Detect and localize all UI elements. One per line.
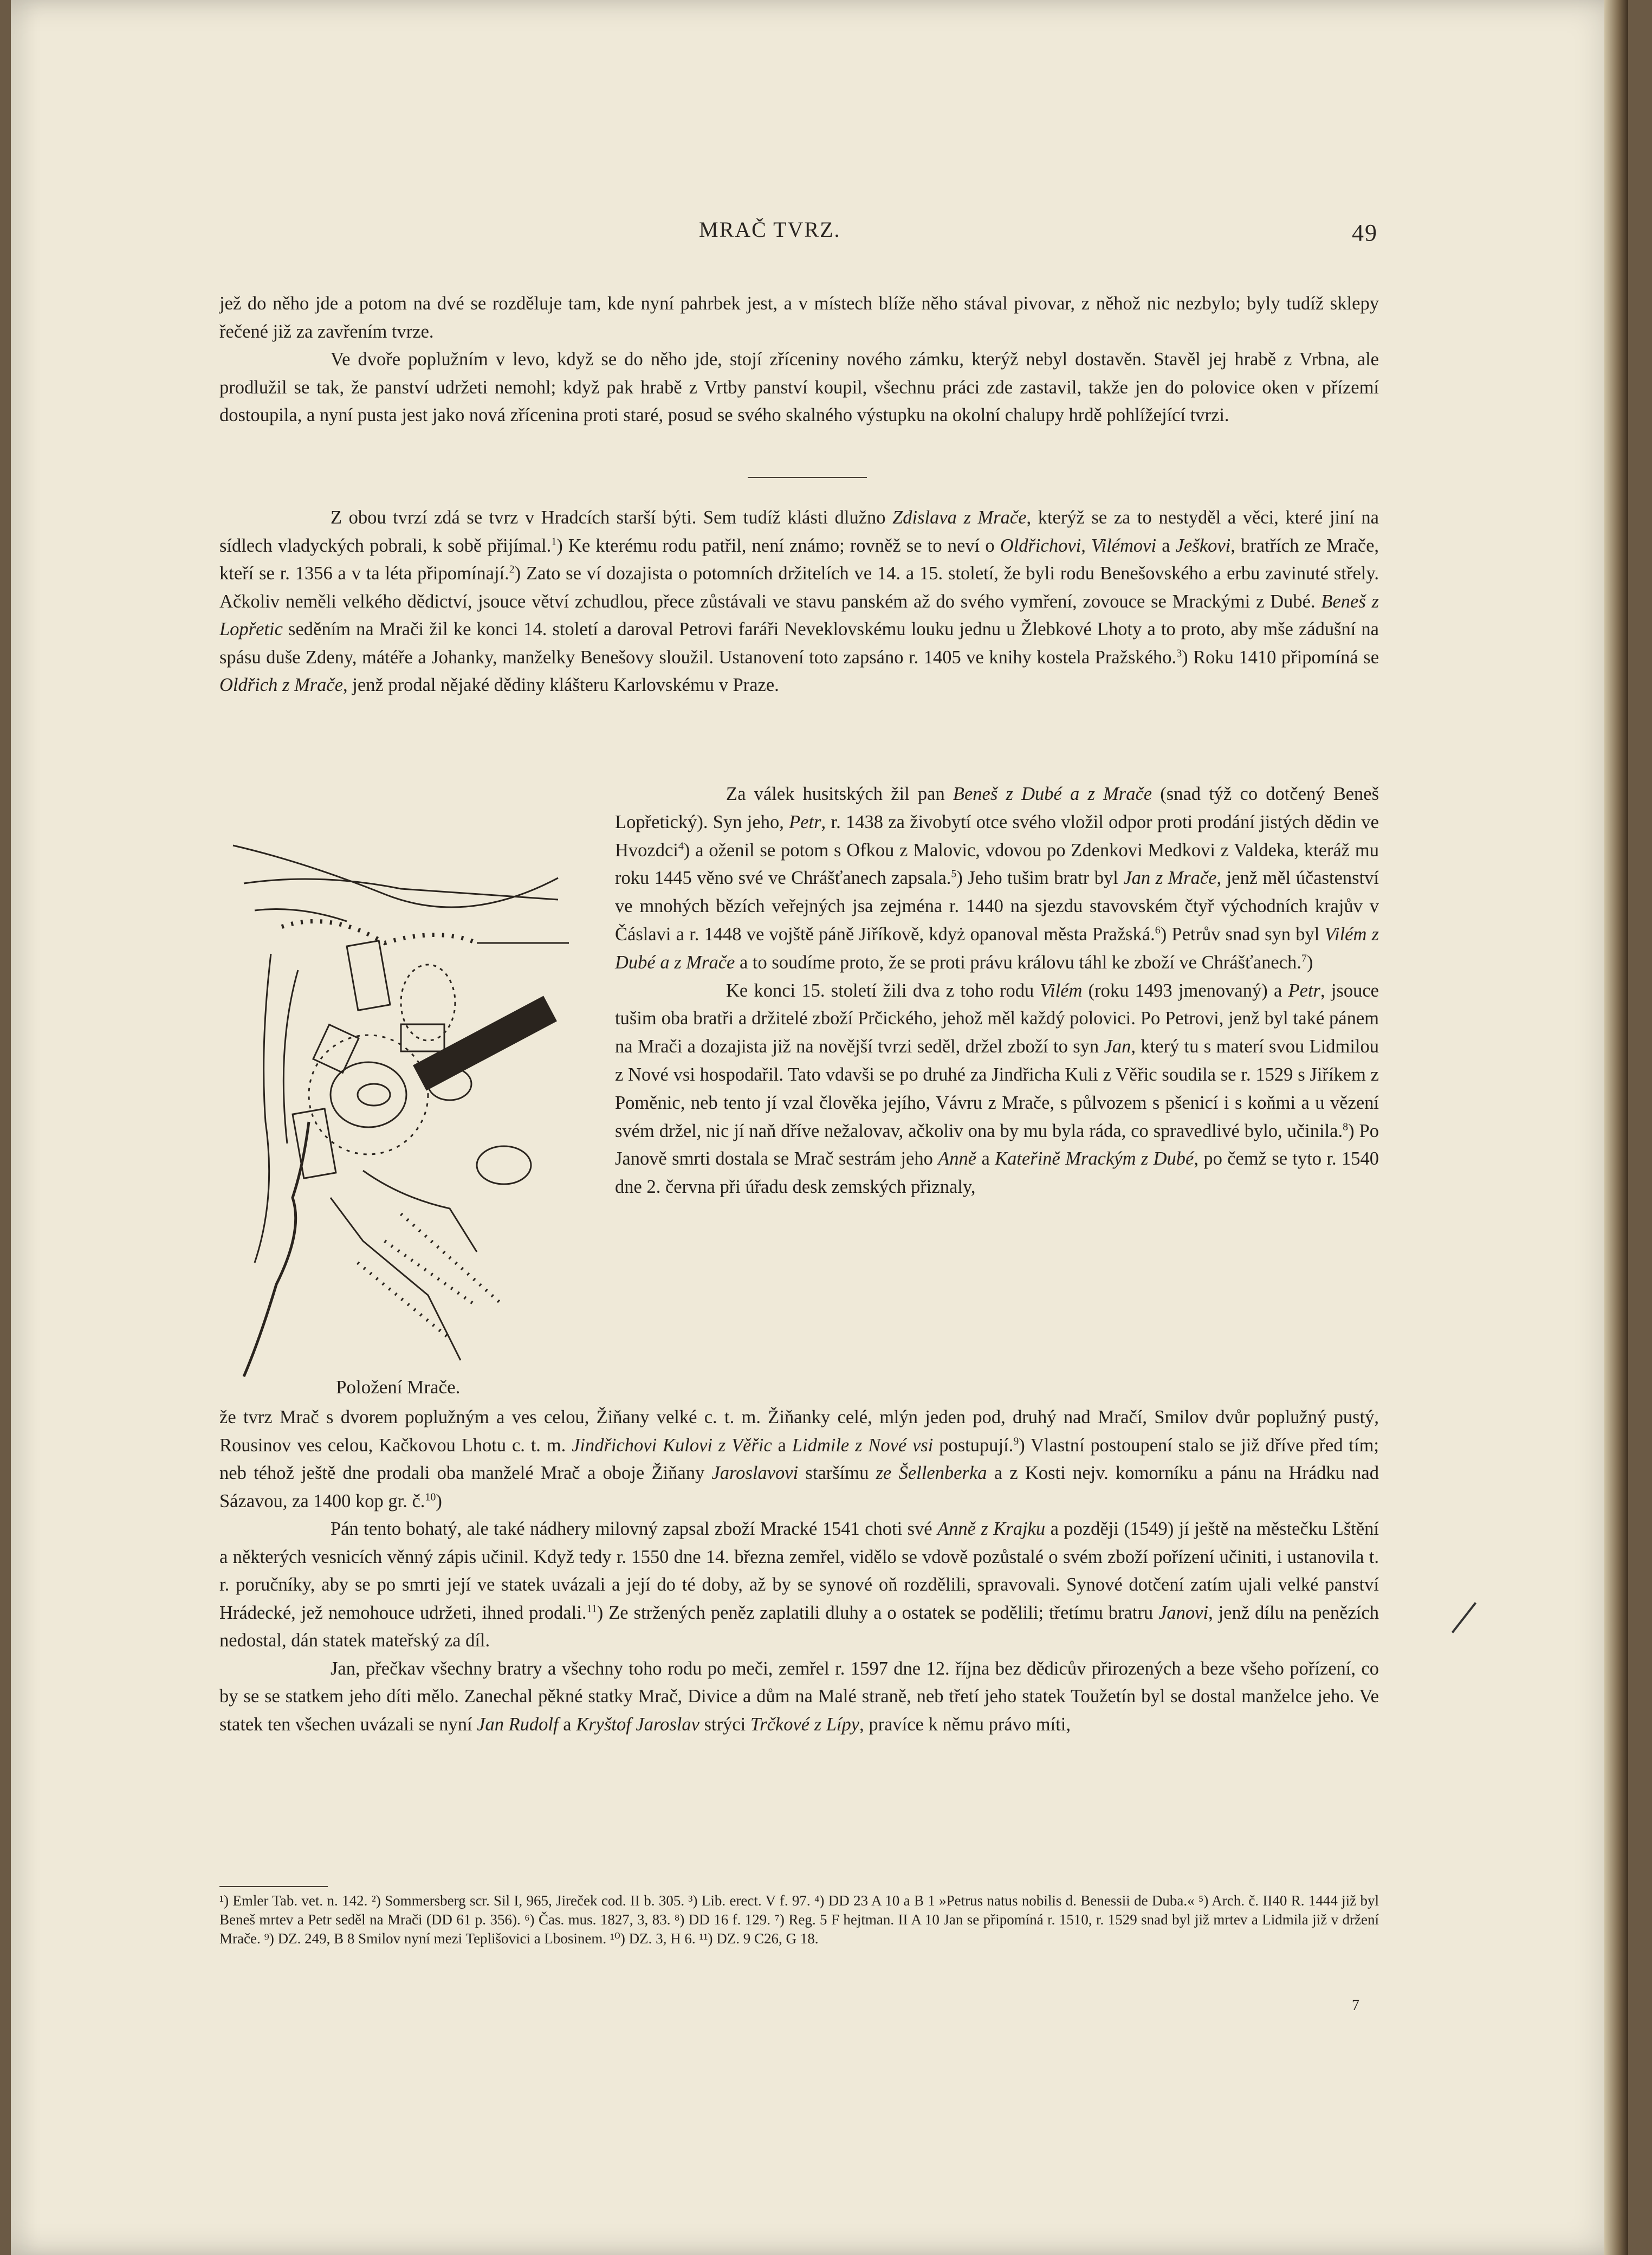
lower-text [219, 1404, 1379, 1739]
book-page [11, 0, 1628, 2255]
paragraph-6: že tvrz Mrač s dvorem poplužným a ves celou, Žiňany velké c. t. m. Žiňanky celé, mlýn jeden pod, druhý nad Mračí, Smilov dvůr poplužný pustý, Rousinov ves celou, Kačkovou Lhotu c. t. m. Jindřichovi Kulovi z Věřic a Lidmile z Nové vsi postupují.$^9$) Vlastní postoupení stalo se již dříve před tím; neb téhož ještě dne prodali oba manželé Mrač a oboje Žiňany Jaroslavovi staršímu ze Šellenberka a z Kosti nejv. komorníku a pánu na Hrádku nad Sázavou, za 1400 kop gr. č.$^{10}$) [219, 1407, 1379, 1511]
paragraph-3: Z obou tvrzí zdá se tvrz v Hradcích starší býti. Sem tudíž klásti dlužno Zdislava z Mrače, kterýž se za to nestyděl a věci, které jiní na sídlech vladyckých pobrali, k sobě přijímal.$^1$) Ke kterému rodu patřil, není známo; rovněž se to neví o Oldřichovi, Vilémovi a Ješkovi, bratřích ze Mrače, kteří se r. 1356 a v ta léta připomínají.$^2$) Zato se ví dozajista o potomních držitelích ve 14. a 15. století, že byli rodu Benešovského a erbu zavinuté střely. Ačkoliv neměli velkého dědictví, jsouce větví zchudlou, přece zůstávali ve stavu panském až do svého vymření, zovouce se Mrackými z Dubé. Beneš z Lopřetic seděním na Mrači žil ke konci 14. století a daroval Petrovi faráři Neveklovskému louku jednu u Žlebkové Lhoty a to proto, aby mše zádušní na spásu duše Zdeny, mátéře a Johanky, manželky Benešovy sloužil. Ustanovení toto zapsáno r. 1405 ve knihy kostela Pražského.$^3$) Roku 1410 připomíná se Oldřich z Mrače, jenž prodal nějaké dědiny klášteru Karlovskému v Praze. [219, 507, 1379, 695]
middle-text [219, 504, 1379, 700]
section-divider [748, 477, 867, 478]
footnotes-text: ¹) Emler Tab. vet. n. 142. ²) Sommersberg scr. Sil I, 965, Jireček cod. II b. 305. ³) Lib. erect. V f. 97. ⁴) DD 23 A 10 a B 1 »Petrus natus nobilis d. Benessii de Duba.« ⁵) Arch. č. II40 R. 1444 již byl Beneš mrtev a Petr seděl na Mrači (DD 61 p. 356). ⁶) Čas. mus. 1827, 3, 83. ⁸) DD 16 f. 129. ⁷) Reg. 5 F hejtman. II A 10 Jan se připomíná r. 1510, r. 1529 snad byl již mrtev a Lidmila již v držení Mrače. ⁹) DZ. 249, B 8 Smilov nyní mezi Teplišovici a Lbosinem. ¹⁰) DZ. 3, H 6. ¹¹) DZ. 9 C26, G 18. [219, 1892, 1379, 1947]
figure-caption: Položení Mrače. [336, 1377, 461, 1398]
paragraph-5: Ke konci 15. století žili dva z toho rodu Vilém (roku 1493 jmenovaný) a Petr, jsouce tušim oba bratři a držitelé zboží Prčického, jehož měl každý polovici. Po Petrovi, jenž byl také pánem na Mrači a dozajista již na novější tvrzi seděl, držel zboží to syn Jan, který tu s materí svou Lidmilou z Nové vsi hospodařil. Tato vdavši se po druhé za Jindřicha Kuli z Věřic soudila se r. 1529 s Jiříkem z Poměnic, neb tento jí vzal člověka jejího, Vávru z Mrače, s půlvozem s pšenicí i s koňmi a u vězení svém držel, nic jí naň dříve nežalovav, ačkoliv ona by mu byla ráda, co spravedlivé bylo, učinila.$^8$) Po Janově smrti dostala se Mrač sestrám jeho Anně a Kateřině Mrackým z Dubé, po čemž se tyto r. 1540 dne 2. června při úřadu desk zemských přiznaly, [615, 980, 1379, 1198]
top-text [219, 290, 1379, 430]
paragraph-7: Pán tento bohatý, ale také nádhery milovný zapsal zboží Mracké 1541 choti své Anně z Krajku a později (1549) jí ještě na městečku Lštění a některých vesnicích věnný zápis učinil. Když tedy r. 1550 dne 14. března zemřel, vidělo se vdově pozůstalé o svém zboží pořízení učiniti, i ustanovila t. r. poručníky, aby se po smrti její ve statek uvázali a její do té doby, až by se synové oň rozdělili, spravovali. Synové dotčení zatím ujali velké panství Hrádecké, jež nemohouce udržeti, ihned prodali.$^{11}$) Ze stržených peněz zaplatili dluhy a o ostatek se podělili; třetímu bratru Janovi, jenž dílu na penězích nedostal, dán statek mateřský za díl. [219, 1519, 1379, 1651]
footnotes [219, 1891, 1379, 1948]
site-map-figure [222, 818, 601, 1382]
footnote-divider [219, 1886, 328, 1887]
wrapped-text-1 [615, 780, 1379, 1201]
paragraph-8: Jan, přečkav všechny bratry a všechny toho rodu po meči, zemřel r. 1597 dne 12. října bez dědicův přirozených a beze všeho pořízení, co by se se statkem jeho díti mělo. Zanechal pěkné statky Mrač, Divice a dům na Malé straně, neb třetí jeho statek Toužetín byl se dostal manželce jeho. Ve statek ten všechen uvázali se nyní Jan Rudolf a Kryštof Jaroslav strýci Trčkové z Lípy, pravíce k němu právo míti, [219, 1658, 1379, 1735]
page-number: 49 [1352, 219, 1378, 246]
running-title: MRAČ TVRZ. [699, 217, 841, 242]
page-edge [1604, 0, 1628, 2255]
paragraph-4: Za válek husitských žil pan Beneš z Dubé a z Mrače (snad týž co dotčený Beneš Lopřetický). Syn jeho, Petr, r. 1438 za živobytí otce svého vložil odpor proti prodání jistých dědin ve Hvozdci$^4$) a oženil se potom s Ofkou z Malovic, vdovou po Zdenkovi Medkovi z Valdeka, kteráž mu roku 1445 věno své ve Chrášťanech zapsala.$^5$) Jeho tušim bratr byl Jan z Mrače, jenž měl účastenství ve mnohých bězích veřejných jsa zejména r. 1440 na sjezdu stavovském čtyř východních krajův v Čáslavi a r. 1448 ve vojště páně Jiříkově, kdyż opanoval města Pražská.$^6$) Petrův snad syn byl Vilém z Dubé a z Mrače a to soudíme proto, že se proti právu královu táhl ke zboží ve Chrášťanech.$^7$) [615, 784, 1379, 973]
margin-mark [1452, 1602, 1476, 1633]
paragraph-2: Ve dvoře poplužním v levo, když se do něho jde, stojí zříceniny nového zámku, kterýž nebyl dostavěn. Stavěl jej hrabě z Vrbna, ale prodlužil se tak, že panství udržeti nemohl; když pak hrabě z Vrtby panství koupil, všechnu práci zde zastavil, takže jen do polovice oken v přízemí dostoupila, a nyní pusta jest jako nová zřícenina proti staré, posud se svého skalného výstupku na okolní chalupy hrdě pohlížející tvrzi. [219, 349, 1379, 425]
paragraph-1: jež do něho jde a potom na dvé se rozděluje tam, kde nyní pahrbek jest, a v místech blíže něho stával pivovar, z něhož nic nezbylo; byly tudíž sklepy řečené již za zavřením tvrze. [219, 293, 1379, 342]
running-header [11, 217, 1604, 249]
signature-mark: 7 [1352, 1997, 1359, 2014]
